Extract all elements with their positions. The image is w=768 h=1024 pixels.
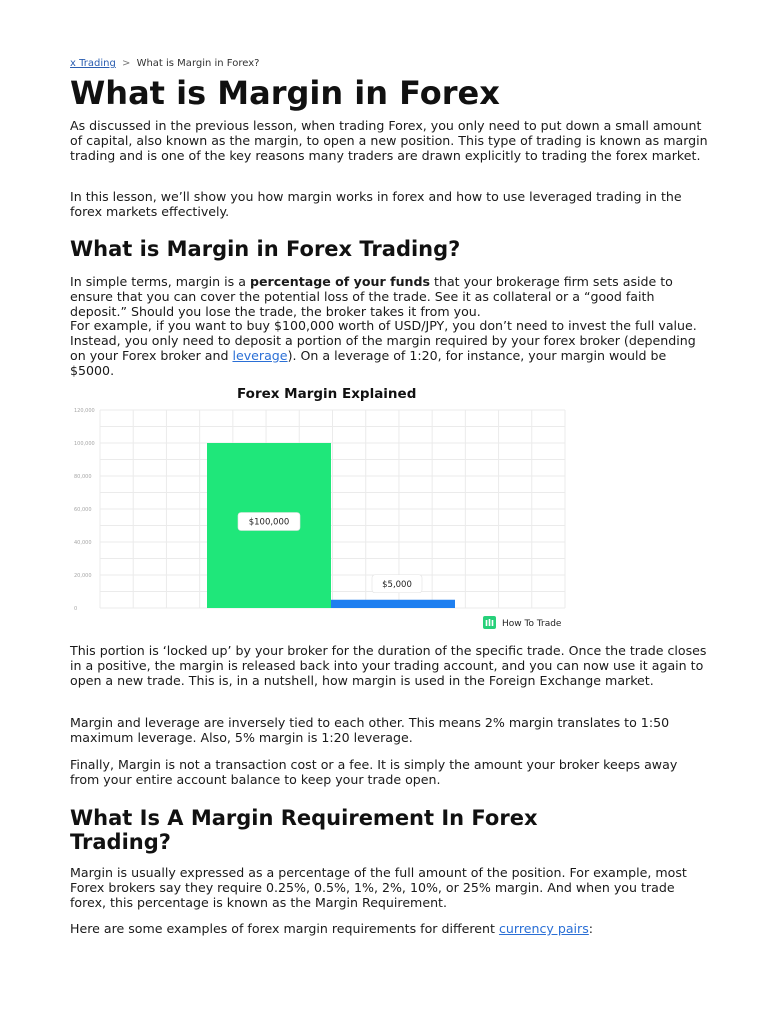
intro-paragraph-1: As discussed in the previous lesson, when trading Forex, you only need to put down a small amount of capital, also known as the margin, to open a new position. This type of trading is known as margin trading and is one of the key reasons many traders are drawn explicitly to trading the forex market. xyxy=(70,118,708,163)
section1-paragraph-3: This portion is ‘locked up’ by your broker for the duration of the specific trade. Once the trade closes in a positive, the margin is released back into your trading account, and you can now use it again to open a new trade. This is, in a nutshell, how margin is used in the Foreign Exchange market. xyxy=(70,643,707,688)
y-tick-label: 40,000 xyxy=(74,540,92,546)
currency-pairs-link[interactable]: currency pairs xyxy=(498,921,589,936)
section-heading-margin: What is Margin in Forex Trading? xyxy=(70,237,461,261)
y-tick-label: 20,000 xyxy=(74,573,92,579)
data-label: $100,000 xyxy=(248,517,290,528)
page-title: What is Margin in Forex xyxy=(70,74,500,112)
section1-paragraph-2 xyxy=(70,318,710,378)
text-span: : xyxy=(588,921,594,936)
text-span: Here are some examples of forex margin requirements for different xyxy=(70,921,499,936)
breadcrumb-parent-link[interactable]: x Trading xyxy=(70,58,116,69)
section-heading-margin-requirement: What Is A Margin Requirement In Forex Trading? xyxy=(70,806,538,854)
bar xyxy=(331,600,455,608)
leverage-link[interactable]: leverage xyxy=(232,348,288,363)
section1-paragraph-1 xyxy=(70,274,710,319)
y-tick-label: 120,000 xyxy=(74,408,95,414)
breadcrumb-separator: > xyxy=(121,58,131,69)
data-label: $5,000 xyxy=(382,579,412,590)
breadcrumb-current: What is Margin in Forex? xyxy=(136,58,260,69)
logo-bar-mark xyxy=(492,620,494,626)
forex-margin-chart xyxy=(70,382,570,632)
chart-title: Forex Margin Explained xyxy=(237,386,417,402)
bold-text: percentage of your funds xyxy=(249,274,431,289)
text-span: For example, if you want to buy $100,000 worth of USD/JPY, you don’t need to invest the full value. Instead, you only need to deposit a portion of the margin required by your forex broker (depending on your Forex broker and xyxy=(70,318,697,363)
section1-paragraph-5: Finally, Margin is not a transaction cost or a fee. It is simply the amount your broker keeps away from your entire account balance to keep your trade open. xyxy=(70,757,678,787)
breadcrumb xyxy=(70,58,259,69)
section2-paragraph-1: Margin is usually expressed as a percentage of the full amount of the position. For example, most Forex brokers say they require 0.25%, 0.5%, 1%, 2%, 10%, or 25% margin. And when you trade forex, this percentage is known as the Margin Requirement. xyxy=(70,865,687,910)
text-span: ). On a leverage of 1:20, for instance, your margin would be $5000. xyxy=(70,348,667,378)
y-tick-label: 0 xyxy=(74,606,78,612)
y-tick-label: 100,000 xyxy=(74,441,95,447)
text-span: In simple terms, margin is a xyxy=(70,274,250,289)
section1-paragraph-4: Margin and leverage are inversely tied to each other. This means 2% margin translates to 1:50 maximum leverage. Also, 5% margin is 1:20 leverage. xyxy=(70,715,670,745)
intro-paragraph-2: In this lesson, we’ll show you how margin works in forex and how to use leveraged trading in the forex markets effectively. xyxy=(70,189,682,219)
logo-bar-mark xyxy=(489,619,491,626)
logo-bar-mark xyxy=(486,620,488,626)
y-tick-label: 80,000 xyxy=(74,474,92,480)
brand-label: How To Trade xyxy=(502,619,562,629)
chart-svg xyxy=(70,382,570,632)
text-span: that your brokerage firm sets aside to ensure that you can cover the potential loss of the trade. See it as collateral or a “good faith deposit.” Should you lose the trade, the broker takes it from you. xyxy=(70,274,673,319)
y-tick-label: 60,000 xyxy=(74,507,92,513)
section2-paragraph-2 xyxy=(70,921,710,936)
